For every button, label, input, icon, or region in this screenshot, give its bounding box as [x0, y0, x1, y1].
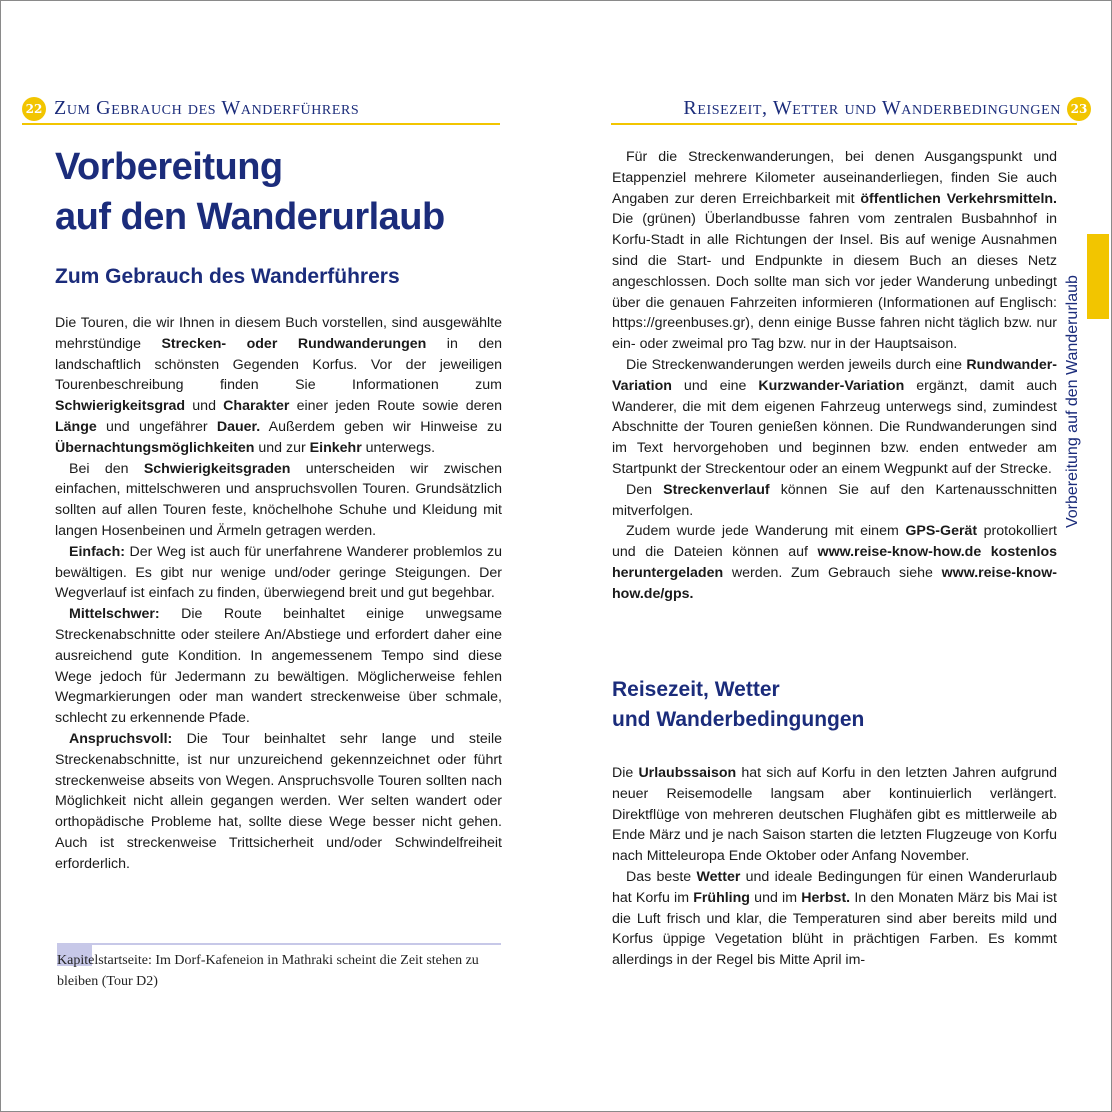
text-run: und eine [671, 377, 759, 394]
paragraph [612, 521, 1057, 604]
emphasis-text: Einfach: [69, 543, 125, 560]
page-number-left: 22 [22, 97, 46, 121]
emphasis-text: Streckenverlauf [663, 481, 770, 498]
emphasis-text: Rundwander-Variation [612, 356, 1057, 394]
photo-caption: Kapitelstartseite: Im Dorf-Kafeneion in Mathraki scheint die Zeit stehen zu bleiben (Tour D2) [57, 953, 479, 989]
page-number-right: 23 [1067, 97, 1091, 121]
text-run: hat sich auf Korfu in den letzten Jahren aufgrund neuer Reisemodelle langsam aber kontinuierlich verlängert. Direktflüge von mehreren deutschen Flughäfen gibt es mittlerweile ab Ende März und je nach Saison starten die letzten Flugzeuge von Korfu nach Mitteleuropa Ende Oktober oder Anfang November. [612, 765, 1057, 865]
text-run: Der Weg ist auch für unerfahrene Wanderer problemlos zu bewältigen. Es gibt nur wenige und/oder geringe Steigungen. Der Wegverlauf ist einfach zu finden, überwiegend breit und gut begehbar. [55, 543, 502, 602]
caption-rule [57, 943, 501, 945]
emphasis-text: GPS-Gerät [905, 523, 978, 540]
text-run: Die [612, 765, 639, 781]
text-run: In den Monaten März bis Mai ist die Luft frisch und klar, die Temperaturen sind aber bereits mild und Korfus üppige Vegetation blüht in prächtigen Farben. Es kommt allerdings in der Regel bis Mitte April im- [612, 889, 1057, 969]
text-run: Für die Streckenwanderungen, bei denen Ausgangspunkt und Etappenziel mehrere Kilometer auseinanderliegen, finden Sie auch Angaben zur deren Erreichbarkeit mit [612, 149, 1057, 207]
emphasis-text: Übernachtungsmöglichkeiten [55, 439, 255, 456]
emphasis-text: Frühling [693, 889, 750, 906]
paragraph [55, 313, 502, 459]
side-thumb-tab [1087, 234, 1109, 319]
left-body-text [55, 313, 502, 875]
text-run: und ideale Bedingungen für einen Wanderurlaub hat Korfu im [612, 868, 1057, 906]
paragraph [55, 459, 502, 542]
paragraph [612, 763, 1057, 867]
chapter-title [55, 142, 515, 242]
paragraph [612, 867, 1057, 971]
section-heading-guide-usage: Zum Gebrauch des Wanderführers [55, 265, 400, 288]
text-run: und im [749, 889, 802, 906]
text-run: und [185, 398, 224, 415]
text-run: Außerdem geben wir Hinweise zu [260, 418, 503, 435]
running-header-left [22, 97, 500, 125]
emphasis-text: Strecken- oder Rundwanderungen [161, 335, 427, 352]
emphasis-text: Charakter [223, 398, 290, 415]
text-run: unterwegs. [361, 439, 436, 456]
emphasis-text: Kurzwander-Variation [758, 377, 905, 394]
emphasis-text: Länge [55, 418, 97, 435]
text-run: können Sie auf den Kartenausschnitten mitverfolgen. [612, 481, 1057, 519]
text-run: protokolliert und die Dateien können auf [612, 523, 1057, 561]
paragraph [55, 542, 502, 604]
section-heading-line2: und Wanderbedingungen [612, 708, 865, 731]
right-body-text-bottom [612, 763, 1057, 971]
text-run: und ungefährer [96, 418, 217, 435]
text-run: Die Route beinhaltet einige unwegsame Streckenabschnitte oder steilere An/Abstiege und erfordert daher eine ausreichend gute Kondition. In angemessenem Tempo sind diese Wege jedoch für Jedermann zu bewältigen. Möglicherweise fehlen Wegmarkierungen oder man wandert streckenweise über schmale, schlecht zu erkennende Pfade. [55, 606, 502, 727]
paragraph [55, 604, 502, 729]
chapter-title-line1: Vorbereitung [55, 146, 283, 188]
emphasis-text: www.reise-know-how.de kostenlos heruntergeladen [612, 544, 1058, 581]
text-run: Zudem wurde jede Wanderung mit einem [626, 523, 906, 540]
text-run: und zur [254, 439, 310, 456]
emphasis-text: Schwierigkeitsgraden [143, 460, 291, 477]
section-heading-travel-time [612, 675, 1052, 735]
text-run: einer jeden Route sowie deren [289, 398, 502, 415]
emphasis-text: Schwierigkeitsgrad [55, 398, 186, 415]
text-run: Das beste [626, 868, 697, 885]
paragraph [612, 355, 1057, 480]
chapter-title-line2: auf den Wanderurlaub [55, 196, 445, 238]
emphasis-text: Dauer. [216, 418, 261, 435]
right-body-text-top [612, 147, 1057, 605]
paragraph [55, 729, 502, 875]
emphasis-text: Mittelschwer: [69, 606, 160, 623]
running-header-right-title: Reisezeit, Wetter und Wanderbedingungen [683, 97, 1061, 119]
text-run: Die (grünen) Überlandbusse fahren vom zentralen Busbahnhof in Korfu-Stadt in alle Richtungen der Insel. Bis auf wenige Ausnahmen sind die Start- und Endpunkte in diesem Buch an dieses Netz angeschlossen. Doch sollte man sich vor jeder Wanderung unbedingt über die genauen Fahrzeiten informieren (Informationen auf Englisch: https://greenbuses.gr), denn einige Busse fahren nicht täglich bzw. nur ein- oder zweimal pro Tag bzw. nur in der Hauptsaison. [612, 211, 1057, 353]
emphasis-text: Wetter [696, 868, 741, 885]
side-tab-label: Vorbereitung auf den Wanderurlaub [1064, 275, 1081, 528]
paragraph [612, 147, 1057, 355]
emphasis-text: Einkehr [309, 439, 362, 456]
text-run: Die Tour beinhaltet sehr lange und steile Streckenabschnitte, ist nur unzureichend gekennzeichnet oder führt streckenweise abseits von Wegen. Anspruchsvolle Touren sollten nach Möglichkeit nicht allein gegangen werden. Wer selten wandert oder orthopädische Probleme hat, sollte diese Wege besser nicht gehen. Auch ist streckenweise Trittsicherheit und/oder Schwindelfreiheit erforderlich. [55, 730, 502, 872]
running-header-left-title: Zum Gebrauch des Wanderführers [54, 97, 360, 119]
emphasis-text: www.reise-know-how.de/gps. [612, 564, 1057, 602]
text-run: werden. Zum Gebrauch siehe [723, 564, 942, 581]
text-run: Die Streckenwanderungen werden jeweils durch eine [626, 356, 967, 373]
section-heading-line1: Reisezeit, Wetter [612, 678, 780, 701]
text-run: ergänzt, damit auch Wanderer, die mit dem eigenen Fahrzeug unterwegs sind, zumindest Abschnitte der Touren genießen können. Die Rundwanderungen sind im Text hervorgehoben und beginnen bzw. enden entweder am Startpunkt der Streckentour oder an einem Wegpunkt auf der Strecke. [612, 377, 1057, 477]
running-header-right [611, 97, 1088, 125]
text-run: in den landschaftlich schönsten Gegenden Korfus. Vor der jeweiligen Tourenbeschreibung finden Sie Informationen zum [55, 335, 502, 394]
emphasis-text: Herbst. [801, 889, 851, 906]
text-run: unterscheiden wir zwischen einfachen, mittelschweren und anspruchsvollen Touren. Grundsätzlich sollten auf allen Touren feste, knöchelhohe Schuhe und Kleidung mit langen Hosenbeinen und Ärmeln getragen werden. [55, 460, 503, 539]
text-run: Den [626, 481, 664, 498]
text-run: Bei den [69, 460, 144, 477]
emphasis-text: Anspruchsvoll: [69, 730, 173, 747]
emphasis-text: öffentlichen Verkehrsmitteln. [860, 190, 1057, 207]
paragraph [612, 480, 1057, 522]
emphasis-text: Urlaubssaison [638, 765, 737, 781]
text-run: Die Touren, die wir Ihnen in diesem Buch vorstellen, sind ausgewählte mehrstündige [55, 315, 502, 352]
